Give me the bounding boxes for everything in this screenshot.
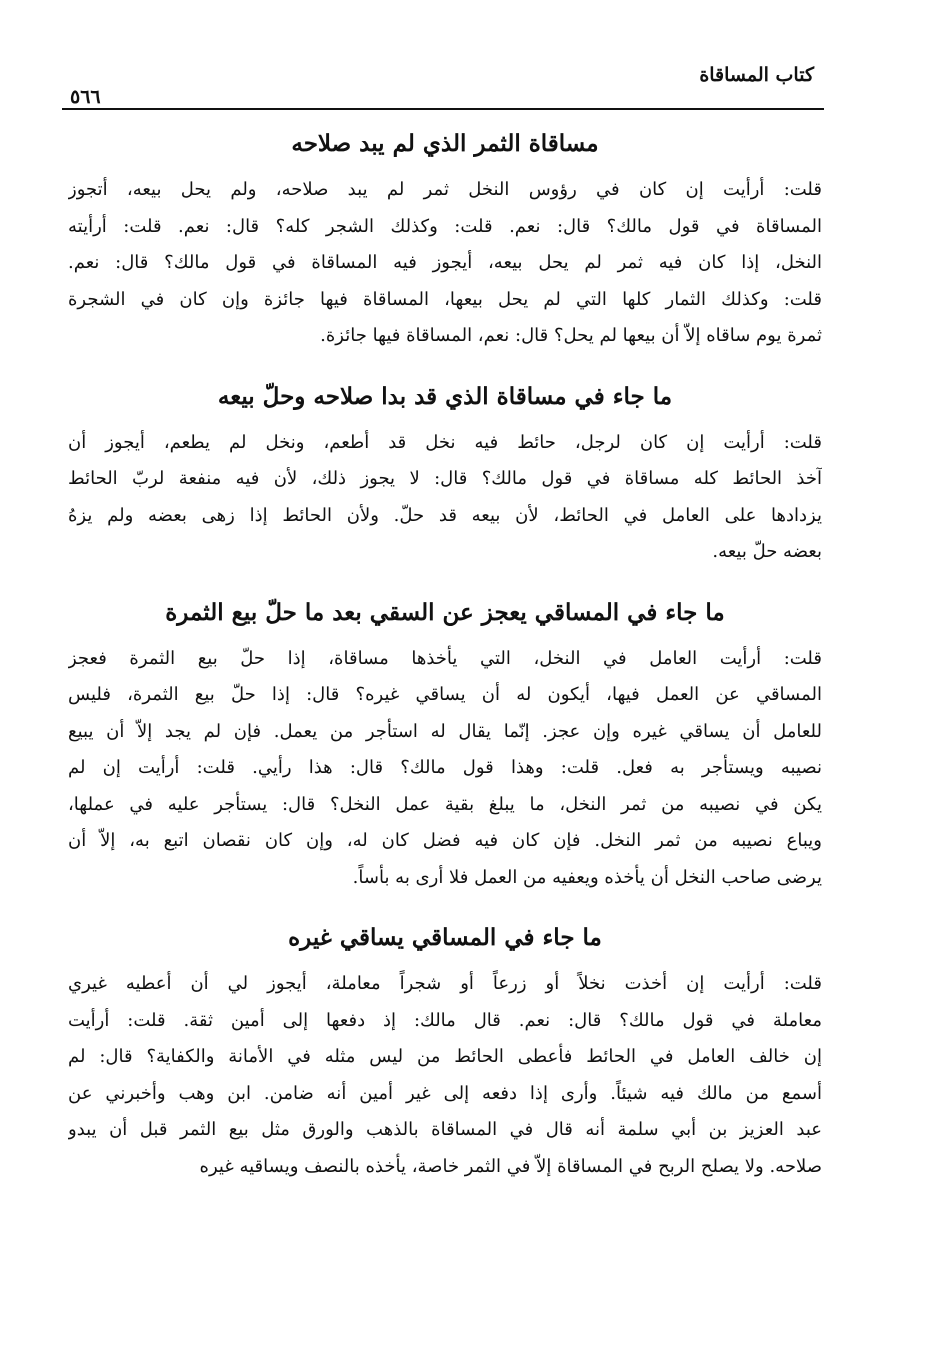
- book-title: كتاب المساقاة: [699, 64, 814, 86]
- text-line: ثمرة يوم ساقاه إلاّ أن بيعها لم يحل؟ قال: نعم، المساقاة فيها جائزة.: [320, 325, 822, 346]
- text-line: إن خالف العامل في الحائط فأعطى الحائط من ليس مثله في الأمانة والكفاية؟ قال: لم: [68, 1046, 822, 1067]
- text-line: نصيبه ويستأجر به فعل. قلت: وهذا قول مالك؟ قال: هذا رأيي. قلت: أرأيت إن لم: [68, 757, 822, 778]
- text-line: أسمع من مالك فيه شيئاً. وأرى إذا دفعه إلى غير أمين أنه ضامن. ابن وهب وأخبرني عن: [68, 1082, 822, 1104]
- section-heading: ما جاء في المساقي يساقي غيره: [288, 924, 602, 951]
- text-line: بعضه حلّ بيعه.: [712, 541, 822, 562]
- text-line: ويباع نصيبه من ثمر النخل. فإن كان فيه فضل كان له، وإن كان نقصان اتبع به، إلاّ أن: [68, 830, 822, 851]
- text-line: المساقاة في قول مالك؟ قال: نعم. قلت: وكذلك الشجر كله؟ قال: نعم. قلت: أرأيته: [68, 215, 822, 237]
- page-number: ٥٦٦: [70, 86, 101, 108]
- text-line: للعامل أن يساقي غيره وإن عجز. إنّما يقال له استأجر من يعمل. فإن لم يجد إلاّ أن يبيع: [68, 720, 822, 742]
- section-heading: ما جاء في مساقاة الذي قد بدا صلاحه وحلّ بيعه: [217, 382, 673, 410]
- text-line: يزدادها على العامل في الحائط، لأن بيعه قد حلّ. ولأن الحائط إذا زهى بعضه ولم يزهُ: [68, 504, 822, 526]
- section: [68, 595, 822, 897]
- section-paragraph: [68, 425, 822, 571]
- section-heading: ما جاء في المساقي يعجز عن السقي بعد ما حلّ بيع الثمرة: [165, 598, 725, 626]
- text-line: قلت: أرأيت العامل في النخل، التي يأخذها مساقاة، إذا حلّ بيع الثمرة فعجز: [68, 647, 822, 669]
- text-line: صلاحه. ولا يصلح الربح في المساقاة إلاّ في الثمر خاصة، يأخذه بالنصف ويساقيه غيره: [199, 1155, 822, 1177]
- text-line: المساقي عن العمل فيها، أيكون له أن يساقي غيره؟ قال: إذا حلّ بيع الثمرة، فليس: [68, 684, 822, 705]
- section-paragraph: [68, 172, 822, 355]
- running-header: [62, 62, 824, 110]
- section: [68, 379, 822, 571]
- section: [68, 920, 822, 1185]
- text-line: عبد العزيز بن أبي سلمة أنه قال في المساقاة بالذهب والورق مثل بيع الثمر قبل أن يبدو: [68, 1119, 822, 1140]
- text-line: قلت: وكذلك الثمار كلها التي لم يحل بيعها، المساقاة فيها جائزة وإن كان في الشجرة: [68, 288, 822, 310]
- text-line: يكن في نصيبه من ثمر النخل، ما يبلغ بقية عمل النخل؟ قال: يستأجر عليه في عملها،: [68, 793, 822, 815]
- section-paragraph: [68, 966, 822, 1185]
- text-line: يرضى صاحب النخل أن يأخذه ويعفيه من العمل فلا أرى به بأساً.: [352, 866, 822, 888]
- section-paragraph: [68, 641, 822, 897]
- text-line: النخل، إذا كان فيه ثمر لم يحل بيعه، أيجوز فيه المساقاة في قول مالك؟ قال: نعم.: [68, 252, 822, 273]
- text-line: قلت: أرأيت إن كان في رؤوس النخل ثمر لم يبد صلاحه، ولم يحل بيعه، أتجوز: [68, 179, 822, 200]
- text-line: قلت: أرأيت إن كان لرجل، حائط فيه نخل قد أطعم، ونخل لم يطعم، أيجوز أن: [68, 431, 822, 453]
- page-body: [68, 126, 822, 1209]
- text-line: قلت: أرأيت إن أخذت نخلاً أو زرعاً أو شجراً معاملة، أيجوز لي أن أعطيه غيري: [68, 973, 822, 994]
- text-line: معاملة في قول مالك؟ قال: نعم. قال مالك: إذ دفعها إلى أمين ثقة. قلت: أرأيت: [68, 1009, 822, 1031]
- section: [68, 126, 822, 355]
- section-heading: مساقاة الثمر الذي لم يبد صلاحه: [291, 130, 599, 157]
- text-line: آخذ الحائط كله مساقاة في قول مالك؟ قال: لا يجوز ذلك، لأن فيه منفعة لربّ الحائط: [68, 468, 822, 489]
